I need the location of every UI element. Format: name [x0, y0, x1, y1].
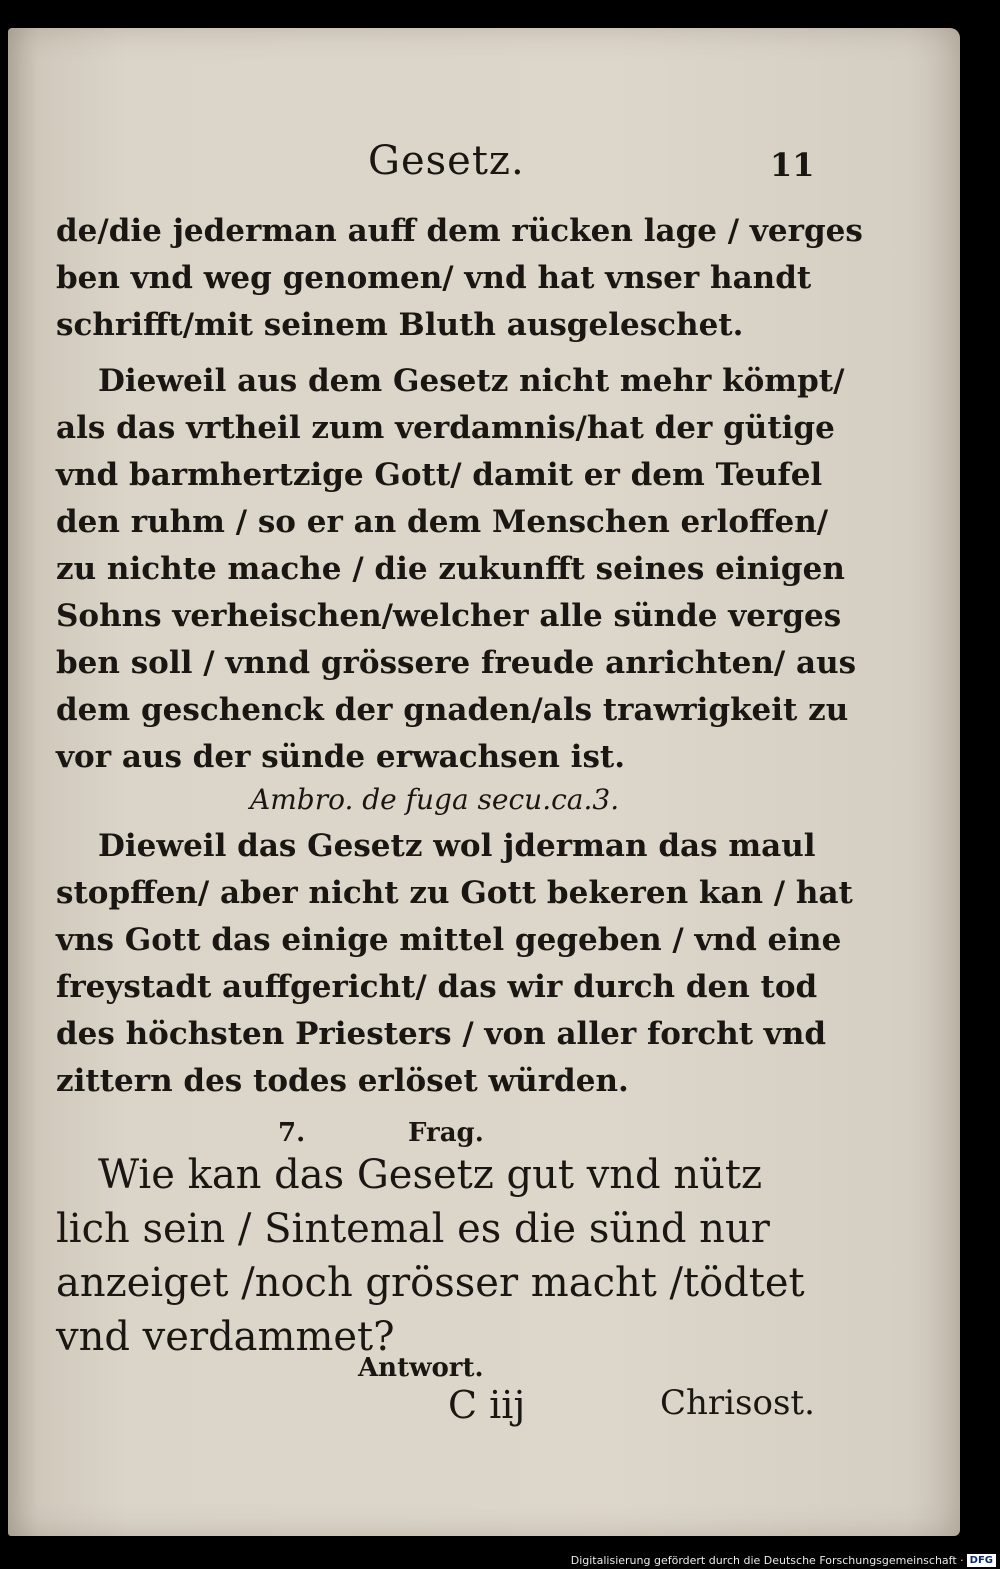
book-page: [8, 28, 960, 1536]
text-line: schrifft/mit seinem Bluth ausgeleschet.: [56, 307, 744, 343]
paragraph-2: [56, 358, 857, 781]
text-line: den ruhm / so er an dem Menschen erloffen/: [56, 504, 829, 540]
text-line: ben vnd weg genomen/ vnd hat vnser handt: [56, 260, 812, 296]
text-line: dem geschenck der gnaden/als trawrigkeit zu: [56, 692, 849, 728]
text-line: vor aus der sünde erwachsen ist.: [56, 739, 626, 775]
text-line: Dieweil aus dem Gesetz nicht mehr kömpt/: [98, 363, 845, 399]
marginal-reference: Ambro. de fuga secu.ca.3.: [250, 783, 620, 816]
text-line: zu nichte mache / die zukunfft seines einigen: [56, 551, 845, 587]
dfg-logo-icon: DFG: [967, 1554, 996, 1567]
answer-label: Antwort.: [358, 1353, 484, 1383]
footer-text: Digitalisierung gefördert durch die Deutsche Forschungsgemeinschaft ·: [570, 1554, 964, 1567]
question-number: 7.: [278, 1118, 306, 1148]
text-line: vnd barmhertzige Gott/ damit er dem Teufel: [56, 457, 823, 493]
text-line: als das vrtheil zum verdamnis/hat der gütige: [56, 410, 835, 446]
text-line: Wie kan das Gesetz gut vnd nütz: [98, 1152, 763, 1198]
text-line: des höchsten Priesters / von aller forcht vnd: [56, 1016, 827, 1052]
text-line: zittern des todes erlöset würden.: [56, 1063, 629, 1099]
text-line: anzeiget /noch grösser macht /tödtet: [56, 1260, 805, 1306]
text-line: vns Gott das einige mittel gegeben / vnd eine: [56, 922, 842, 958]
question-text: [56, 1148, 836, 1364]
page-number: 11: [770, 146, 815, 184]
text-line: ben soll / vnnd grössere freude anrichten/ aus: [56, 645, 857, 681]
text-line: freystadt auffgericht/ das wir durch den tod: [56, 969, 818, 1005]
catchword: Chrisost.: [660, 1383, 815, 1423]
text-line: de/die jederman auff dem rücken lage / verges: [56, 213, 863, 249]
paragraph-1: [56, 208, 863, 349]
question-label: Frag.: [408, 1118, 484, 1148]
signature-mark: C iij: [448, 1383, 526, 1427]
text-line: lich sein / Sintemal es die sünd nur: [56, 1206, 770, 1252]
text-line: stopffen/ aber nicht zu Gott bekeren kan / hat: [56, 875, 853, 911]
running-head: Gesetz.: [368, 138, 525, 184]
funding-footer: [571, 1554, 996, 1567]
text-line: Dieweil das Gesetz wol jderman das maul: [98, 828, 816, 864]
text-line: vnd verdammet?: [56, 1314, 395, 1360]
paragraph-3: [56, 823, 853, 1105]
text-line: Sohns verheischen/welcher alle sünde verges: [56, 598, 842, 634]
